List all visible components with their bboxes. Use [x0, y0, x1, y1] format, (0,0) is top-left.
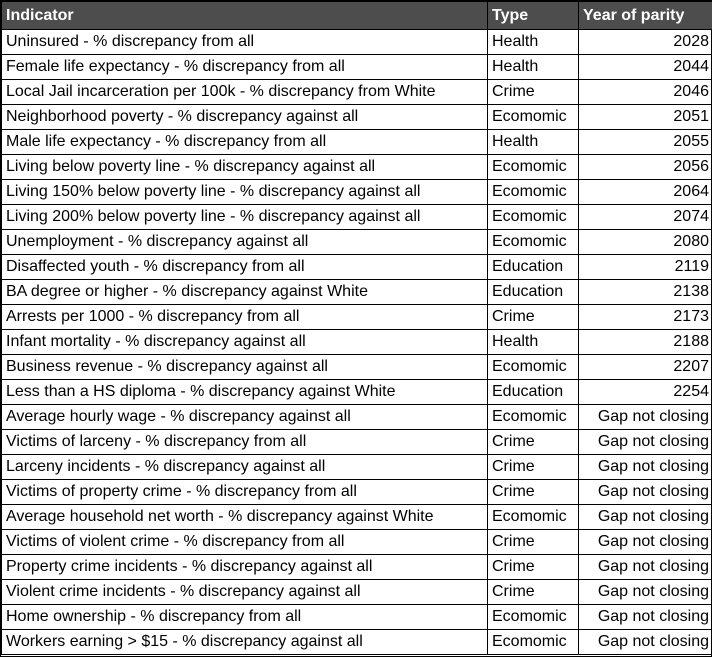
indicator-cell: Living 150% below poverty line - % discrepancy against all	[2, 180, 488, 205]
type-cell: Ecomomic	[488, 180, 579, 205]
table-row	[2, 455, 712, 480]
year-of-parity-cell: 2254	[579, 380, 712, 405]
indicator-cell: Larceny incidents - % discrepancy against all	[2, 455, 488, 480]
indicator-cell: Unemployment - % discrepancy against all	[2, 230, 488, 255]
year-of-parity-cell: 2119	[579, 255, 712, 280]
indicator-cell: Property crime incidents - % discrepancy against all	[2, 555, 488, 580]
table-row	[2, 105, 712, 130]
table-row	[2, 355, 712, 380]
table-row	[2, 430, 712, 455]
type-cell: Crime	[488, 430, 579, 455]
year-of-parity-cell: 2064	[579, 180, 712, 205]
type-cell: Crime	[488, 480, 579, 505]
table-row	[2, 180, 712, 205]
indicator-cell: Uninsured - % discrepancy from all	[2, 30, 488, 55]
type-cell: Crime	[488, 305, 579, 330]
year-of-parity-cell: 2188	[579, 330, 712, 355]
table-row	[2, 130, 712, 155]
indicator-cell: Living 200% below poverty line - % discrepancy against all	[2, 205, 488, 230]
type-cell: Ecomomic	[488, 230, 579, 255]
year-of-parity-cell: 2046	[579, 80, 712, 105]
header-row	[2, 2, 712, 30]
indicator-cell: Victims of property crime - % discrepancy from all	[2, 480, 488, 505]
indicator-cell: Living below poverty line - % discrepancy against all	[2, 155, 488, 180]
type-cell: Health	[488, 55, 579, 80]
year-of-parity-cell: 2138	[579, 280, 712, 305]
indicator-cell: Victims of larceny - % discrepancy from all	[2, 430, 488, 455]
type-cell: Education	[488, 380, 579, 405]
table-row	[2, 230, 712, 255]
table-row	[2, 580, 712, 605]
year-of-parity-cell: Gap not closing	[579, 580, 712, 605]
year-of-parity-cell: 2074	[579, 205, 712, 230]
type-cell: Crime	[488, 555, 579, 580]
indicator-cell: Average hourly wage - % discrepancy against all	[2, 405, 488, 430]
table-row	[2, 305, 712, 330]
indicator-cell: Average household net worth - % discrepancy against White	[2, 505, 488, 530]
table-header	[2, 2, 712, 30]
table-row	[2, 505, 712, 530]
indicator-cell: Male life expectancy - % discrepancy from all	[2, 130, 488, 155]
type-cell: Ecomomic	[488, 405, 579, 430]
type-cell: Education	[488, 255, 579, 280]
table-row	[2, 380, 712, 405]
indicator-cell: Disaffected youth - % discrepancy from all	[2, 255, 488, 280]
type-cell: Crime	[488, 580, 579, 605]
indicator-cell: Arrests per 1000 - % discrepancy from all	[2, 305, 488, 330]
table-row	[2, 555, 712, 580]
type-cell: Health	[488, 330, 579, 355]
year-of-parity-cell: Gap not closing	[579, 405, 712, 430]
year-of-parity-cell: 2173	[579, 305, 712, 330]
table-row	[2, 405, 712, 430]
table-row	[2, 330, 712, 355]
type-cell: Crime	[488, 455, 579, 480]
indicator-cell: Violent crime incidents - % discrepancy against all	[2, 580, 488, 605]
year-of-parity-cell: Gap not closing	[579, 555, 712, 580]
type-cell: Ecomomic	[488, 205, 579, 230]
table-row	[2, 480, 712, 505]
indicator-cell: Local Jail incarceration per 100k - % discrepancy from White	[2, 80, 488, 105]
indicator-cell: Business revenue - % discrepancy against all	[2, 355, 488, 380]
type-cell: Ecomomic	[488, 505, 579, 530]
type-cell: Ecomomic	[488, 630, 579, 655]
column-header-type: Type	[488, 2, 579, 30]
type-cell: Ecomomic	[488, 155, 579, 180]
table-row	[2, 530, 712, 555]
indicator-cell: Victims of violent crime - % discrepancy from all	[2, 530, 488, 555]
year-of-parity-cell: 2080	[579, 230, 712, 255]
indicator-cell: BA degree or higher - % discrepancy against White	[2, 280, 488, 305]
year-of-parity-cell: Gap not closing	[579, 455, 712, 480]
year-of-parity-cell: 2055	[579, 130, 712, 155]
column-header-indicator: Indicator	[2, 2, 488, 30]
type-cell: Ecomomic	[488, 105, 579, 130]
column-header-year-of-parity: Year of parity	[579, 2, 712, 30]
parity-table	[1, 1, 712, 655]
year-of-parity-cell: Gap not closing	[579, 605, 712, 630]
type-cell: Health	[488, 30, 579, 55]
table-row	[2, 630, 712, 655]
year-of-parity-cell: Gap not closing	[579, 630, 712, 655]
year-of-parity-cell: 2207	[579, 355, 712, 380]
year-of-parity-cell: 2044	[579, 55, 712, 80]
table-row	[2, 255, 712, 280]
type-cell: Health	[488, 130, 579, 155]
indicator-cell: Infant mortality - % discrepancy against all	[2, 330, 488, 355]
table-row	[2, 80, 712, 105]
year-of-parity-cell: Gap not closing	[579, 480, 712, 505]
table-row	[2, 155, 712, 180]
table-row	[2, 205, 712, 230]
table-row	[2, 30, 712, 55]
type-cell: Ecomomic	[488, 605, 579, 630]
table-row	[2, 55, 712, 80]
indicator-cell: Workers earning > $15 - % discrepancy against all	[2, 630, 488, 655]
indicator-cell: Less than a HS diploma - % discrepancy against White	[2, 380, 488, 405]
year-of-parity-cell: 2028	[579, 30, 712, 55]
table-row	[2, 605, 712, 630]
indicator-cell: Female life expectancy - % discrepancy from all	[2, 55, 488, 80]
year-of-parity-cell: Gap not closing	[579, 530, 712, 555]
type-cell: Education	[488, 280, 579, 305]
year-of-parity-cell: Gap not closing	[579, 430, 712, 455]
indicator-cell: Neighborhood poverty - % discrepancy against all	[2, 105, 488, 130]
table-body	[2, 30, 712, 655]
table-row	[2, 280, 712, 305]
type-cell: Crime	[488, 80, 579, 105]
year-of-parity-cell: Gap not closing	[579, 505, 712, 530]
type-cell: Ecomomic	[488, 355, 579, 380]
indicator-cell: Home ownership - % discrepancy from all	[2, 605, 488, 630]
year-of-parity-cell: 2051	[579, 105, 712, 130]
type-cell: Crime	[488, 530, 579, 555]
year-of-parity-cell: 2056	[579, 155, 712, 180]
